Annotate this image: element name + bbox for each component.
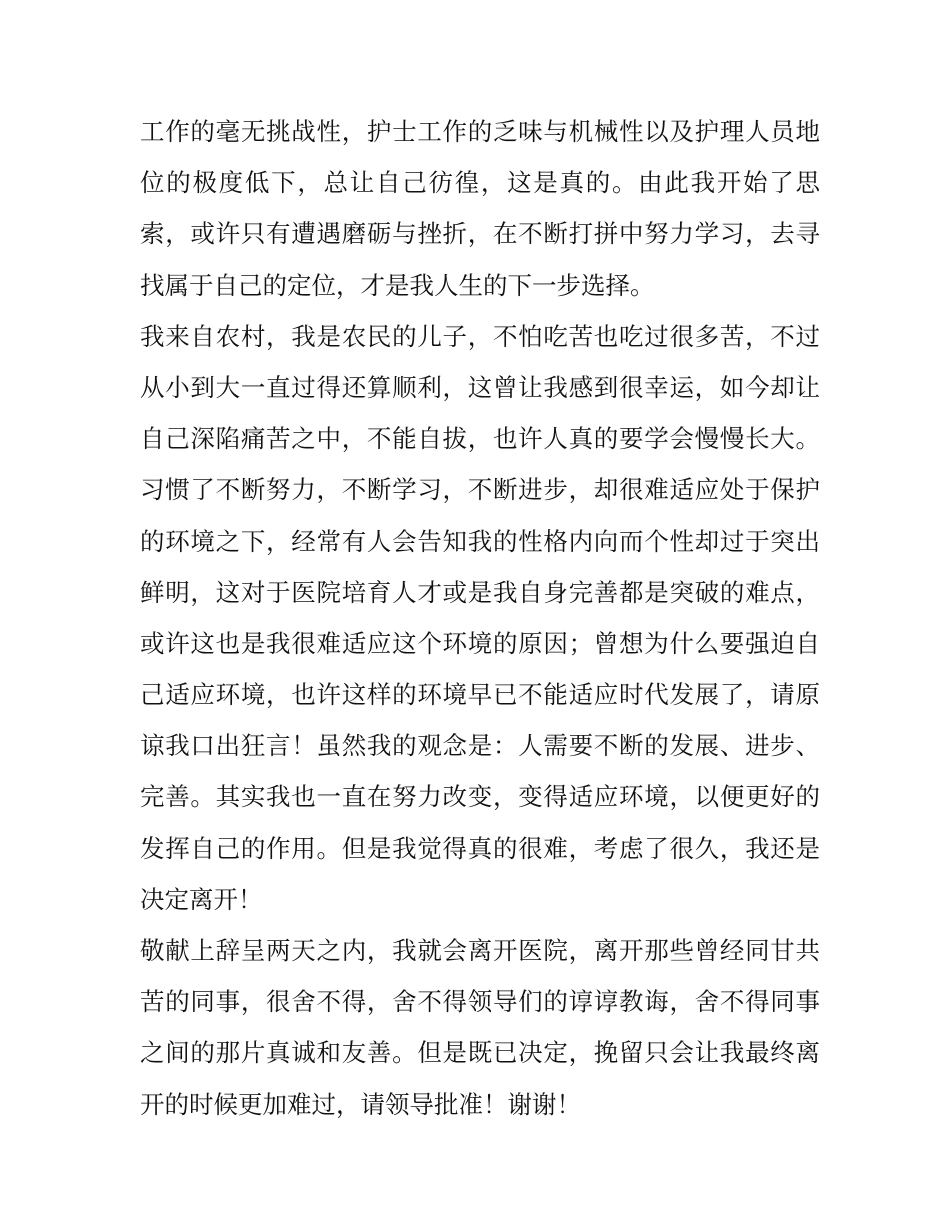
text-line: 找属于自己的定位，才是我人生的下一步选择。 [140,270,655,300]
text-line: 苦的同事，很舍不得，舍不得领导们的谆谆教诲，舍不得同事 [140,987,820,1017]
paragraph-2 [140,311,820,925]
text-line: 自己深陷痛苦之中，不能自拔，也许人真的要学会慢慢长大。 [140,424,820,454]
text-line: 完善。其实我也一直在努力改变，变得适应环境，以便更好的 [140,782,820,812]
text-line: 发挥自己的作用。但是我觉得真的很难，考虑了很久，我还是 [140,833,820,863]
text-line: 之间的那片真诚和友善。但是既已决定，挽留只会让我最终离 [140,1038,820,1068]
paragraph-1 [140,106,820,311]
text-line: 工作的毫无挑战性，护士工作的乏味与机械性以及护理人员地 [140,117,820,146]
text-line: 从小到大一直过得还算顺利，这曾让我感到很幸运，如今却让 [140,372,820,402]
text-line: 鲜明，这对于医院培育人才或是我自身完善都是突破的难点， [140,577,820,607]
text-line: 决定离开！ [140,884,263,914]
text-line: 习惯了不断努力，不断学习，不断进步，却很难适应处于保护 [140,475,820,505]
text-line: 我来自农村，我是农民的儿子，不怕吃苦也吃过很多苦，不过 [140,321,820,351]
text-line: 开的时候更加难过，请领导批准！谢谢！ [140,1089,581,1119]
text-line: 谅我口出狂言！虽然我的观念是：人需要不断的发展、进步、 [140,731,820,761]
text-line: 位的极度低下，总让自己彷徨，这是真的。由此我开始了思 [140,168,820,198]
text-line: 己适应环境，也许这样的环境早已不能适应时代发展了，请原 [140,680,820,710]
text-line: 的环境之下，经常有人会告知我的性格内向而个性却过于突出 [140,526,820,556]
paragraph-3 [140,925,820,1130]
text-line: 索，或许只有遭遇磨砺与挫折，在不断打拼中努力学习，去寻 [140,219,820,249]
document-body [140,106,820,1130]
text-line: 或许这也是我很难适应这个环境的原因；曾想为什么要强迫自 [140,628,820,658]
text-line: 敬献上辞呈两天之内，我就会离开医院，离开那些曾经同甘共 [140,936,820,965]
